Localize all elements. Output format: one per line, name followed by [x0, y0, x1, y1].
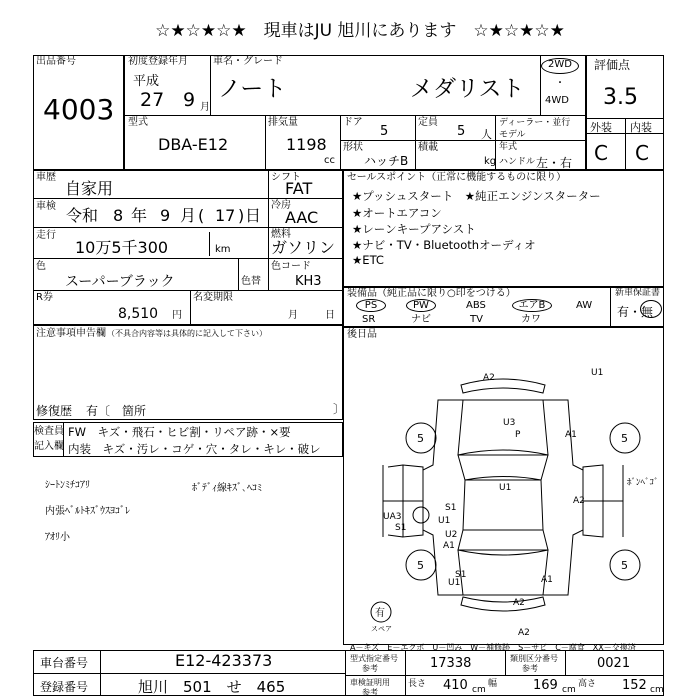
recycle-unit: 円	[172, 310, 182, 321]
color-code-label: 色コード	[271, 261, 311, 272]
displacement-unit: cc	[324, 155, 335, 166]
mark-a2-top: A2	[483, 373, 495, 383]
shift-value: FAT	[285, 179, 313, 198]
model-value: DBA-E12	[158, 135, 229, 154]
diagram-legend: A－キズ E－エクボ U－凹み W－補修跡 S－サビ C－腐食 XX－交換済	[350, 643, 636, 652]
rating-ext-label: 外装	[590, 121, 612, 134]
registration-month-unit: 月	[200, 102, 210, 113]
equip-tv: TV	[470, 314, 483, 325]
handle-value: 左・右	[536, 156, 573, 170]
mark-a2-rear: A2	[513, 598, 525, 608]
rating-score: 3.5	[603, 85, 638, 110]
load-unit: kg	[484, 156, 497, 167]
spare-label: スペア	[371, 625, 392, 633]
plate-number: 旭川 501 せ 465	[138, 678, 286, 696]
color-label: 色	[36, 261, 46, 272]
usage-label: 車歴	[36, 172, 56, 183]
capacity-unit: 人	[481, 128, 492, 141]
tire-value-rl: 5	[417, 559, 424, 572]
notes-label: 注意事項申告欄	[36, 328, 106, 339]
sales-point-1: ★プッシュスタート ★純正エンジンスターター	[352, 189, 601, 203]
mark-u1-rear: U1	[448, 578, 461, 588]
equip-aw: AW	[576, 300, 593, 311]
inspection-day-unit: 日	[245, 206, 262, 225]
inspection-year-unit: 年	[131, 206, 148, 225]
inspection-year: 8	[113, 206, 124, 225]
equip-abs: ABS	[466, 300, 486, 311]
mark-a1-lower: A1	[443, 541, 455, 551]
sales-point-4: ★ナビ・TV・Bluetoothオーディオ	[352, 238, 536, 252]
mark-u1-top: U1	[591, 368, 604, 378]
color-code: KH3	[295, 274, 322, 289]
drive-4wd: 4WD	[545, 95, 569, 106]
spare-value: 有	[375, 608, 385, 619]
inspection-label: 車検	[36, 201, 56, 212]
shape-label: 形状	[343, 142, 363, 153]
displacement-label: 排気量	[268, 117, 298, 128]
rating-label: 評価点	[594, 58, 631, 72]
rating-int-label: 内装	[630, 121, 652, 134]
mileage-value: 10万5千300	[75, 238, 169, 257]
tire-value-fr: 5	[621, 432, 628, 445]
width-label: 幅	[488, 679, 498, 689]
rating-ext: C	[594, 141, 608, 165]
mark-u3: U3	[503, 418, 516, 428]
car-name-label: 車名・グレード	[213, 56, 283, 67]
equip-ps: PS	[356, 299, 386, 312]
doors-value: 5	[380, 124, 389, 139]
header-banner: ☆★☆★☆★ 現車はJU 旭川にあります ☆★☆★☆★	[155, 21, 565, 41]
shape-value: ハッチB	[364, 154, 409, 168]
mark-s1-left: S1	[445, 503, 457, 513]
width-unit: cm	[562, 685, 576, 695]
inspector-line2: 内装 キズ・汚レ・コゲ・穴・タレ・キレ・破レ	[68, 442, 321, 456]
repair-bracket-close: 〕	[333, 402, 346, 416]
lot-label: 出品番号	[36, 56, 76, 67]
mark-s1-lower: S1	[395, 523, 407, 533]
registration-year: 27	[140, 89, 165, 111]
name-change-month-unit: 月	[288, 310, 298, 321]
height-label: 高さ	[578, 679, 597, 689]
length-label: 長さ	[408, 679, 427, 689]
class-label: 類別区分番号	[510, 654, 558, 663]
model-label: 型式	[128, 117, 148, 128]
equip-sr: SR	[362, 314, 376, 325]
displacement-value: 1198	[286, 135, 327, 154]
recycle-value: 8,510	[118, 306, 159, 322]
chassis-number: E12-423373	[175, 651, 273, 670]
handwritten-note-2: 内張ﾍﾞﾙﾄｷｽﾞｳｽﾖｺﾞﾚ	[45, 506, 130, 517]
lot-number: 4003	[43, 93, 115, 126]
length-value: 410	[443, 678, 468, 693]
fuel-label: 燃料	[271, 229, 291, 240]
mark-a2-side: A2	[573, 496, 585, 506]
chassis-label: 車台番号	[40, 656, 89, 670]
length-unit: cm	[472, 685, 486, 695]
color-change-label: 色替	[241, 276, 261, 287]
height-unit: cm	[650, 685, 664, 695]
mark-a1-rear: A1	[541, 575, 553, 585]
mark-a2-bumper: A2	[518, 628, 530, 638]
registration-era: 平成	[133, 74, 160, 89]
notes-box	[33, 325, 346, 420]
dealer-label: ディーラー・並行	[499, 118, 571, 128]
car-name: ノート	[218, 76, 287, 102]
mark-s1-rear: S1	[455, 570, 467, 580]
mark-u1-roof: U1	[499, 483, 512, 493]
car-diagram	[343, 355, 664, 645]
mileage-unit: km	[215, 244, 231, 255]
recycle-label: R券	[36, 292, 53, 303]
equip-navi: ナビ	[411, 314, 431, 325]
handle-label: ハンドル	[499, 157, 536, 167]
mark-ua3: UA3	[383, 512, 402, 522]
fuel-value: ガソリン	[271, 238, 336, 257]
inspection-day-close: )	[238, 206, 245, 225]
repair-value: 有〔 箇所	[86, 404, 147, 418]
inspection-era: 令和	[66, 206, 99, 225]
width-value: 169	[533, 678, 558, 693]
side-handwritten: ﾎﾞﾝﾍﾞｺﾞ	[627, 478, 659, 488]
rear-seat-label: 後日品	[347, 329, 377, 340]
doors-label: ドア	[343, 117, 363, 128]
class-sub: 参考	[522, 664, 538, 673]
usage-value: 自家用	[65, 179, 114, 198]
drive-dot: ・	[555, 78, 565, 89]
warranty-circle	[640, 300, 662, 318]
equip-leather: カワ	[521, 314, 541, 325]
certificate-sub: 参考	[362, 688, 378, 697]
repair-label: 修復歴	[36, 404, 73, 418]
warranty-label: 新車保証書	[615, 288, 661, 298]
inspector-label-2: 記入欄	[34, 441, 64, 452]
inspection-day-open: (	[198, 206, 205, 225]
sales-point-3: ★レーンキープアシスト	[352, 222, 476, 236]
load-label: 積載	[418, 142, 438, 153]
model-year-label-2: 年式	[499, 142, 518, 152]
capacity-label: 定員	[418, 117, 438, 128]
model-year-label-1: モデル	[499, 130, 526, 140]
handwritten-note-1: ｼｰﾄﾝﾐﾁｺｱﾘ	[45, 480, 90, 491]
sales-point-5: ★ETC	[352, 253, 384, 267]
class-value: 0021	[597, 656, 631, 671]
type-cert-value: 17338	[430, 656, 472, 671]
inspection-day: 17	[215, 206, 236, 225]
equip-pw: PW	[406, 299, 436, 312]
ac-label: 冷房	[271, 200, 291, 211]
registration-label: 初度登録年月	[128, 56, 188, 67]
warranty-value: 有・無	[617, 305, 654, 319]
inspector-label-1: 検査員	[34, 426, 64, 437]
inspection-month: 9	[160, 206, 171, 225]
tire-value-fl: 5	[417, 432, 424, 445]
shift-label: シフト	[271, 172, 301, 183]
tire-value-rr: 5	[621, 559, 628, 572]
mileage-label: 走行	[36, 230, 56, 241]
ac-value: AAC	[285, 208, 319, 227]
sales-point-2: ★オートエアコン	[352, 206, 442, 220]
sales-points-label: セールスポイント（正常に機能するものに限り）	[347, 172, 567, 183]
mark-a1-right: A1	[565, 430, 577, 440]
rating-int: C	[635, 141, 649, 165]
equipment-label: 装備品（純正品に限り○印をつける）	[347, 288, 516, 299]
notes-sublabel: （不具合内容等は具体的に記入して下さい）	[107, 329, 267, 338]
mark-p: P	[515, 430, 521, 440]
mark-u2: U2	[445, 530, 458, 540]
drive-2wd: 2WD	[541, 58, 579, 74]
type-cert-sub: 参考	[362, 664, 378, 673]
handwritten-note-4: ﾎﾞﾃﾞｨ線ｷｽﾞ､ﾍｺﾐ	[192, 483, 262, 494]
car-grade: メダリスト	[410, 76, 525, 102]
type-cert-label: 型式指定番号	[350, 654, 398, 663]
color-value: スーパーブラック	[65, 274, 175, 290]
registration-month: 9	[183, 89, 196, 111]
certificate-label: 車検証明用	[350, 678, 390, 687]
capacity-value: 5	[457, 124, 466, 139]
mark-u1-left: U1	[438, 516, 451, 526]
equip-airbag: エアB	[512, 299, 552, 312]
plate-label: 登録番号	[40, 680, 89, 694]
name-change-label: 名変期限	[193, 292, 233, 303]
name-change-day-unit: 日	[325, 310, 335, 321]
inspection-month-unit: 月	[180, 206, 197, 225]
height-value: 152	[622, 678, 647, 693]
handwritten-note-3: ｱｵﾘ小	[45, 532, 70, 543]
inspector-line1: FW キズ・飛石・ヒビ割・リペア跡・×要	[68, 425, 291, 439]
